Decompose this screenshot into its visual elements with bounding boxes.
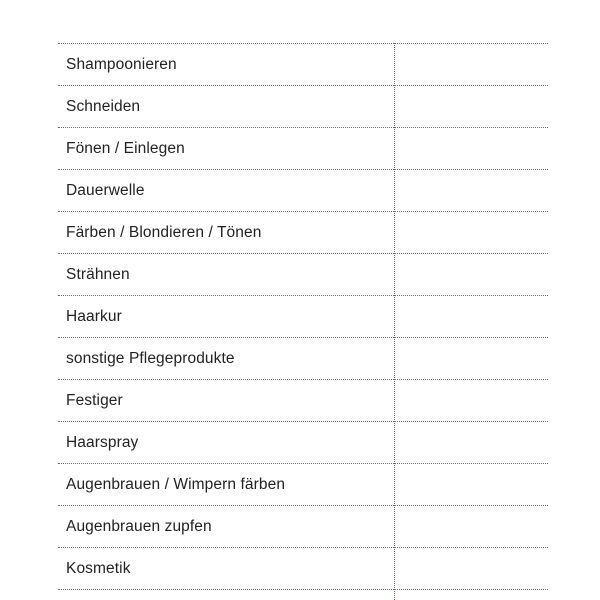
table-row (58, 127, 548, 169)
table-row (58, 295, 548, 337)
value-cell (395, 380, 548, 421)
table-row (58, 463, 548, 505)
table-row (58, 379, 548, 421)
service-label: Dauerwelle (66, 181, 145, 199)
service-label: Festiger (66, 391, 123, 409)
table-row (58, 169, 548, 211)
value-cell (395, 128, 548, 169)
service-label: Strähnen (66, 265, 130, 283)
table-row (58, 253, 548, 295)
table-row (58, 505, 548, 547)
value-cell (395, 254, 548, 295)
table-row (58, 421, 548, 463)
table-row (58, 337, 548, 379)
value-cell (395, 464, 548, 505)
value-cell (395, 212, 548, 253)
value-cell (395, 590, 548, 600)
service-label: Fönen / Einlegen (66, 139, 185, 157)
service-label: Schneiden (66, 97, 141, 115)
value-cell (395, 506, 548, 547)
table-rows (58, 43, 548, 600)
service-label: Färben / Blondieren / Tönen (66, 223, 262, 241)
value-cell (395, 170, 548, 211)
service-label: Shampoonieren (66, 55, 177, 73)
table-row (58, 85, 548, 127)
value-cell (395, 86, 548, 127)
table-row (58, 547, 548, 589)
service-label: Haarspray (66, 433, 139, 451)
value-cell (395, 44, 548, 85)
service-label: Kosmetik (66, 559, 131, 577)
value-cell (395, 338, 548, 379)
table-row (58, 211, 548, 253)
value-cell (395, 296, 548, 337)
service-label: Augenbrauen / Wimpern färben (66, 475, 286, 493)
value-cell (395, 548, 548, 589)
table-row (58, 43, 548, 85)
service-table (58, 43, 548, 600)
service-label: Haarkur (66, 307, 122, 325)
table-row (58, 589, 548, 600)
value-cell (395, 422, 548, 463)
service-label: Augenbrauen zupfen (66, 517, 212, 535)
service-label: sonstige Pflegeprodukte (66, 349, 235, 367)
